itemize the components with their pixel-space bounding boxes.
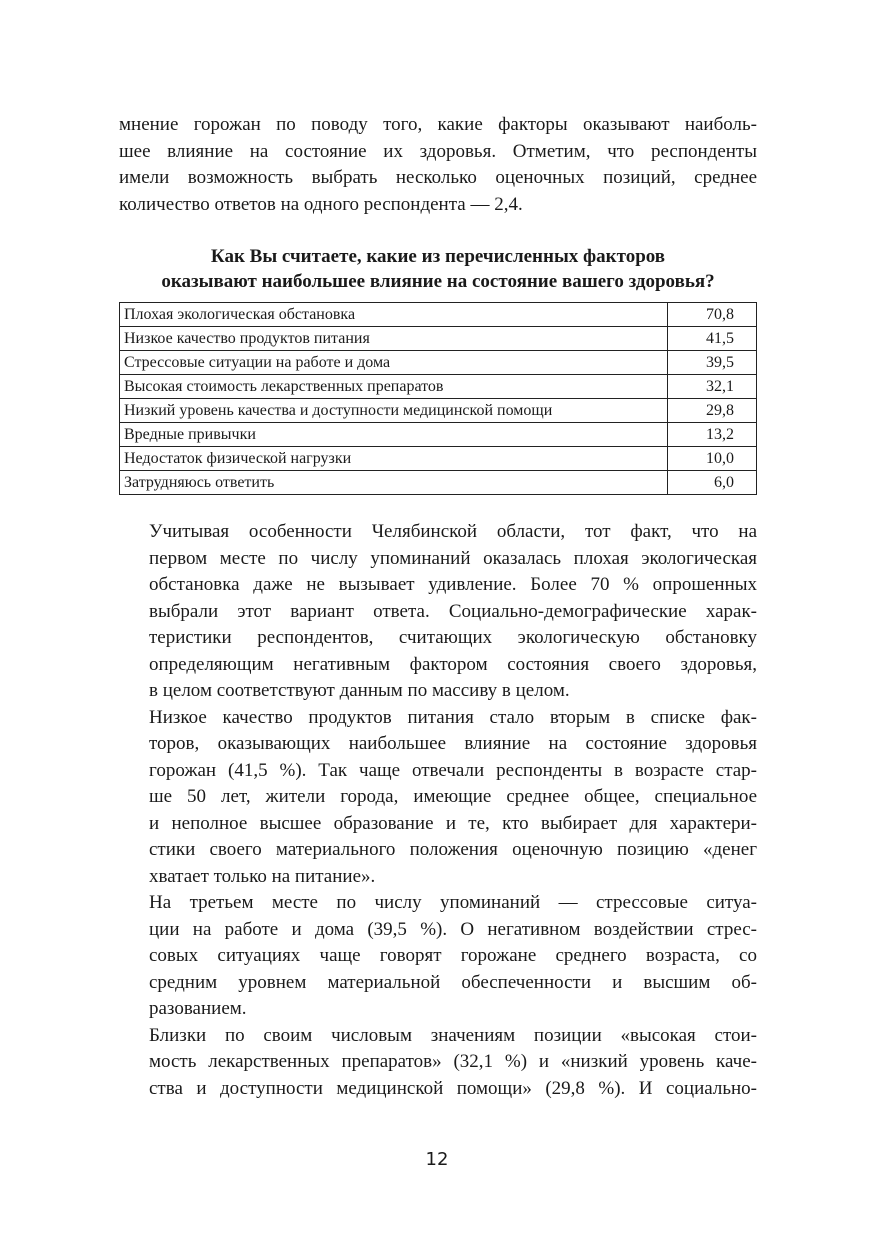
body-paragraph [119, 705, 757, 891]
factor-label: Низкое качество продуктов питания [120, 327, 668, 351]
factor-value: 39,5 [668, 351, 757, 375]
text-line: обстановка даже не вызывает удивление. Более 70 % опрошенных [149, 574, 757, 595]
table-caption [119, 244, 757, 294]
factor-value: 41,5 [668, 327, 757, 351]
text-line: выбрали этот вариант ответа. Социально-демографические харак- [149, 600, 757, 622]
table-row [120, 375, 757, 399]
text-line: совых ситуациях чаще говорят горожане среднего возраста, со [149, 945, 757, 966]
text-line: первом месте по числу упоминаний оказалась плохая экологическая [149, 547, 757, 569]
factor-label: Стрессовые ситуации на работе и дома [120, 351, 668, 375]
text-line: На третьем месте по числу упоминаний — стрессовые ситуа- [149, 892, 757, 913]
caption-line: Как Вы считаете, какие из перечисленных факторов [210, 246, 666, 267]
caption-line: оказывают наибольшее влияние на состояние вашего здоровья? [161, 271, 715, 292]
text-line: разованием. [149, 998, 247, 1019]
factor-value: 6,0 [668, 471, 757, 495]
text-line: Близки по своим числовым значениям позиции «высокая стои- [149, 1024, 757, 1046]
table-row [120, 351, 757, 375]
factor-label: Плохая экологическая обстановка [120, 303, 668, 327]
body-paragraph [119, 519, 757, 705]
body-paragraph [119, 890, 757, 1023]
factor-label: Высокая стоимость лекарственных препаратов [120, 375, 668, 399]
text-line: теристики респондентов, считающих экологическую обстановку [149, 627, 757, 648]
table-row [120, 471, 757, 495]
text-line: количество ответов на одного респондента — 2,4. [119, 193, 523, 215]
text-line: ства и доступности медицинской помощи» (29,8 %). И социально- [149, 1077, 757, 1099]
table-row [120, 303, 757, 327]
factor-value: 70,8 [668, 303, 757, 327]
factor-value: 32,1 [668, 375, 757, 399]
page-content [119, 112, 757, 1102]
text-line: определяющим негативным фактором состояния своего здоровья, [149, 653, 757, 675]
body-paragraph [119, 1023, 757, 1103]
text-line: торов, оказывающих наибольшее влияние на состояние здоровья [149, 733, 757, 754]
factor-value: 13,2 [668, 423, 757, 447]
factor-value: 10,0 [668, 447, 757, 471]
text-line: мнение горожан по поводу того, какие факторы оказывают наиболь- [119, 114, 757, 135]
factor-label: Вредные привычки [120, 423, 668, 447]
intro-paragraph [119, 112, 757, 218]
factor-label: Недостаток физической нагрузки [120, 447, 668, 471]
page-number: 12 [425, 1149, 449, 1170]
text-line: Учитывая особенности Челябинской области, тот факт, что на [149, 521, 757, 542]
factor-label: Затрудняюсь ответить [120, 471, 668, 495]
text-line: и неполное высшее образование и те, кто выбирает для характери- [149, 812, 757, 834]
text-line: мость лекарственных препаратов» (32,1 %) и «низкий уровень каче- [149, 1051, 757, 1072]
table-row [120, 423, 757, 447]
text-line: в целом соответствуют данным по массиву в целом. [149, 680, 570, 701]
text-line: имели возможность выбрать несколько оценочных позиций, среднее [119, 167, 757, 188]
factor-label: Низкий уровень качества и доступности медицинской помощи [120, 399, 668, 423]
factor-value: 29,8 [668, 399, 757, 423]
table-row [120, 447, 757, 471]
text-line: ции на работе и дома (39,5 %). О негативном воздействии стрес- [149, 918, 757, 940]
text-line: средним уровнем материальной обеспеченности и высшим об- [149, 971, 757, 993]
text-line: горожан (41,5 %). Так чаще отвечали респонденты в возрасте стар- [149, 759, 757, 781]
factors-table [119, 302, 757, 495]
table-row [120, 399, 757, 423]
text-line: стики своего материального положения оценочную позицию «денег [149, 839, 757, 860]
text-line: шее влияние на состояние их здоровья. Отметим, что респонденты [119, 140, 757, 162]
text-line: ше 50 лет, жители города, имеющие среднее общее, специальное [149, 786, 757, 807]
text-line: хватает только на питание». [149, 865, 376, 887]
table-row [120, 327, 757, 351]
text-line: Низкое качество продуктов питания стало вторым в списке фак- [149, 706, 757, 728]
